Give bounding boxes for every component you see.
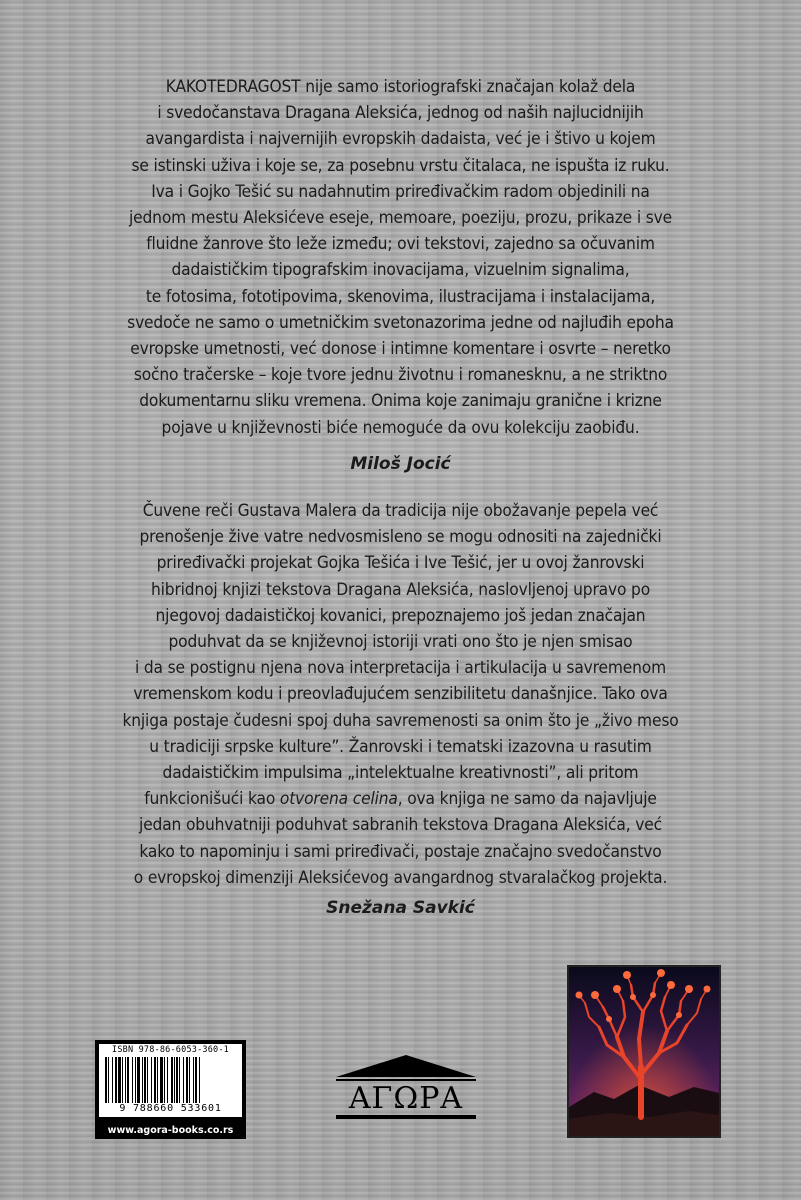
red-tree-image-icon: [569, 967, 719, 1136]
text-line: jednom mestu Aleksićeve eseje, memoare, poeziju, prozu, prikaze i sve: [128, 208, 672, 229]
signature-milos-jocic: Miloš Jocić: [350, 454, 451, 474]
review-text-1: [80, 74, 721, 441]
text-line: se istinski uživa i koje se, za posebnu vrstu čitalaca, ne ispušta iz ruku.: [131, 155, 670, 176]
review-text-2: [80, 498, 721, 891]
text-line: te fotosima, fototipovima, skenovima, ilustracijama i instalacijama,: [145, 286, 656, 307]
text-line: u tradiciji srpske kulture”. Žanrovski i tematski izazovna u rasutim: [149, 736, 652, 757]
text-line: njegovoj dadaističkoj kovanici, prepoznajemo još jedan značajan: [155, 605, 646, 626]
ean-number: 9 788660 533601: [119, 1103, 222, 1114]
isbn-number: ISBN 978-86-6053-360-1: [112, 1045, 229, 1055]
agora-publisher-logo: [330, 1053, 482, 1125]
signature-snezana-savkic: Snežana Savkić: [326, 898, 475, 918]
logo-text: ΑΓΩΡΑ: [348, 1081, 464, 1116]
text-line: jedan obuhvatniji poduhvat sabranih tekstova Dragana Aleksića, već: [139, 815, 662, 836]
cover-tree-photo: [567, 965, 721, 1138]
text-line: Čuvene reči Gustava Malera da tradicija nije obožavanje pepela već: [142, 501, 659, 521]
text-line: dadaističkim tipografskim inovacijama, vizuelnim signalima,: [171, 260, 630, 281]
text-line: pojave u književnosti biće nemoguće da ovu kolekciju zaobiđu.: [161, 417, 640, 438]
text-line: poduhvat da se književnoj istoriji vrati ono što je njen smisao: [168, 632, 633, 653]
text-line: fluidne žanrove što leže između; ovi tekstovi, zajedno sa očuvanim: [146, 234, 655, 255]
text-line: vremenskom kodu i preovlađujućem senzibilitetu današnjice. Tako ova: [133, 684, 668, 705]
second-review-paragraph: [80, 498, 721, 891]
italic-phrase: otvorena celina: [279, 789, 398, 810]
text-line-start: funkcionišući kao: [144, 789, 280, 810]
isbn-barcode: [95, 1040, 246, 1139]
publisher-website: www.agora-books.co.rs: [107, 1125, 234, 1136]
text-line-end: , ova knjiga ne samo da najavljuje: [397, 789, 657, 810]
barcode-label: [99, 1044, 242, 1117]
text-line: dokumentarnu sliku vremena. Onima koje zanimaju granične i krizne: [139, 391, 662, 412]
text-line: i svedočanstava Dragana Aleksića, jednog od naših najlucidnijih: [157, 103, 644, 124]
text-line: prenošenje žive vatre nedvosmisleno se mogu odnositi na zajednički: [139, 527, 662, 548]
text-line: avangardista i najvernijih evropskih dadaista, već je i štivo u kojem: [145, 129, 656, 150]
text-line: KAKOTEDRAGOST nije samo istoriografski značajan kolaž dela: [165, 77, 636, 97]
barcode-bars: [105, 1057, 236, 1103]
text-line: sočno tračerske – koje tvore jednu životnu i romanesknu, a ne striktno: [133, 365, 668, 386]
text-line: i da se postignu njena nova interpretacija i artikulacija u savremenom: [134, 658, 667, 679]
first-review-paragraph: [80, 74, 721, 441]
text-line: svedoče ne samo o umetničkim svetonazorima jedne od najluđih epoha: [127, 312, 674, 333]
text-line: o evropskoj dimenziji Aleksićevog avangardnog stvaralačkog projekta.: [133, 867, 668, 888]
text-line: knjiga postaje čudesni spoj duha savremenosti sa onim što je „živo meso: [122, 710, 679, 731]
text-line: hibridnoj knjizi tekstova Dragana Aleksića, naslovljenoj upravo po: [150, 579, 651, 600]
text-line: priređivački projekat Gojka Tešića i Ive Tešić, jer u ovoj žanrovski: [156, 553, 645, 574]
text-line: Iva i Gojko Tešić su nadahnutim priređivačkim radom objedinili na: [151, 181, 650, 202]
text-line: dadaističkim impulsima „intelektualne kreativnosti”, ali pritom: [162, 763, 639, 784]
text-line: [144, 789, 657, 809]
text-line: evropske umetnosti, već donose i intimne komentare i osvrte – neretko: [130, 339, 671, 360]
text-line: kako to napominju i sami priređivači, postaje značajno svedočanstvo: [139, 841, 662, 862]
